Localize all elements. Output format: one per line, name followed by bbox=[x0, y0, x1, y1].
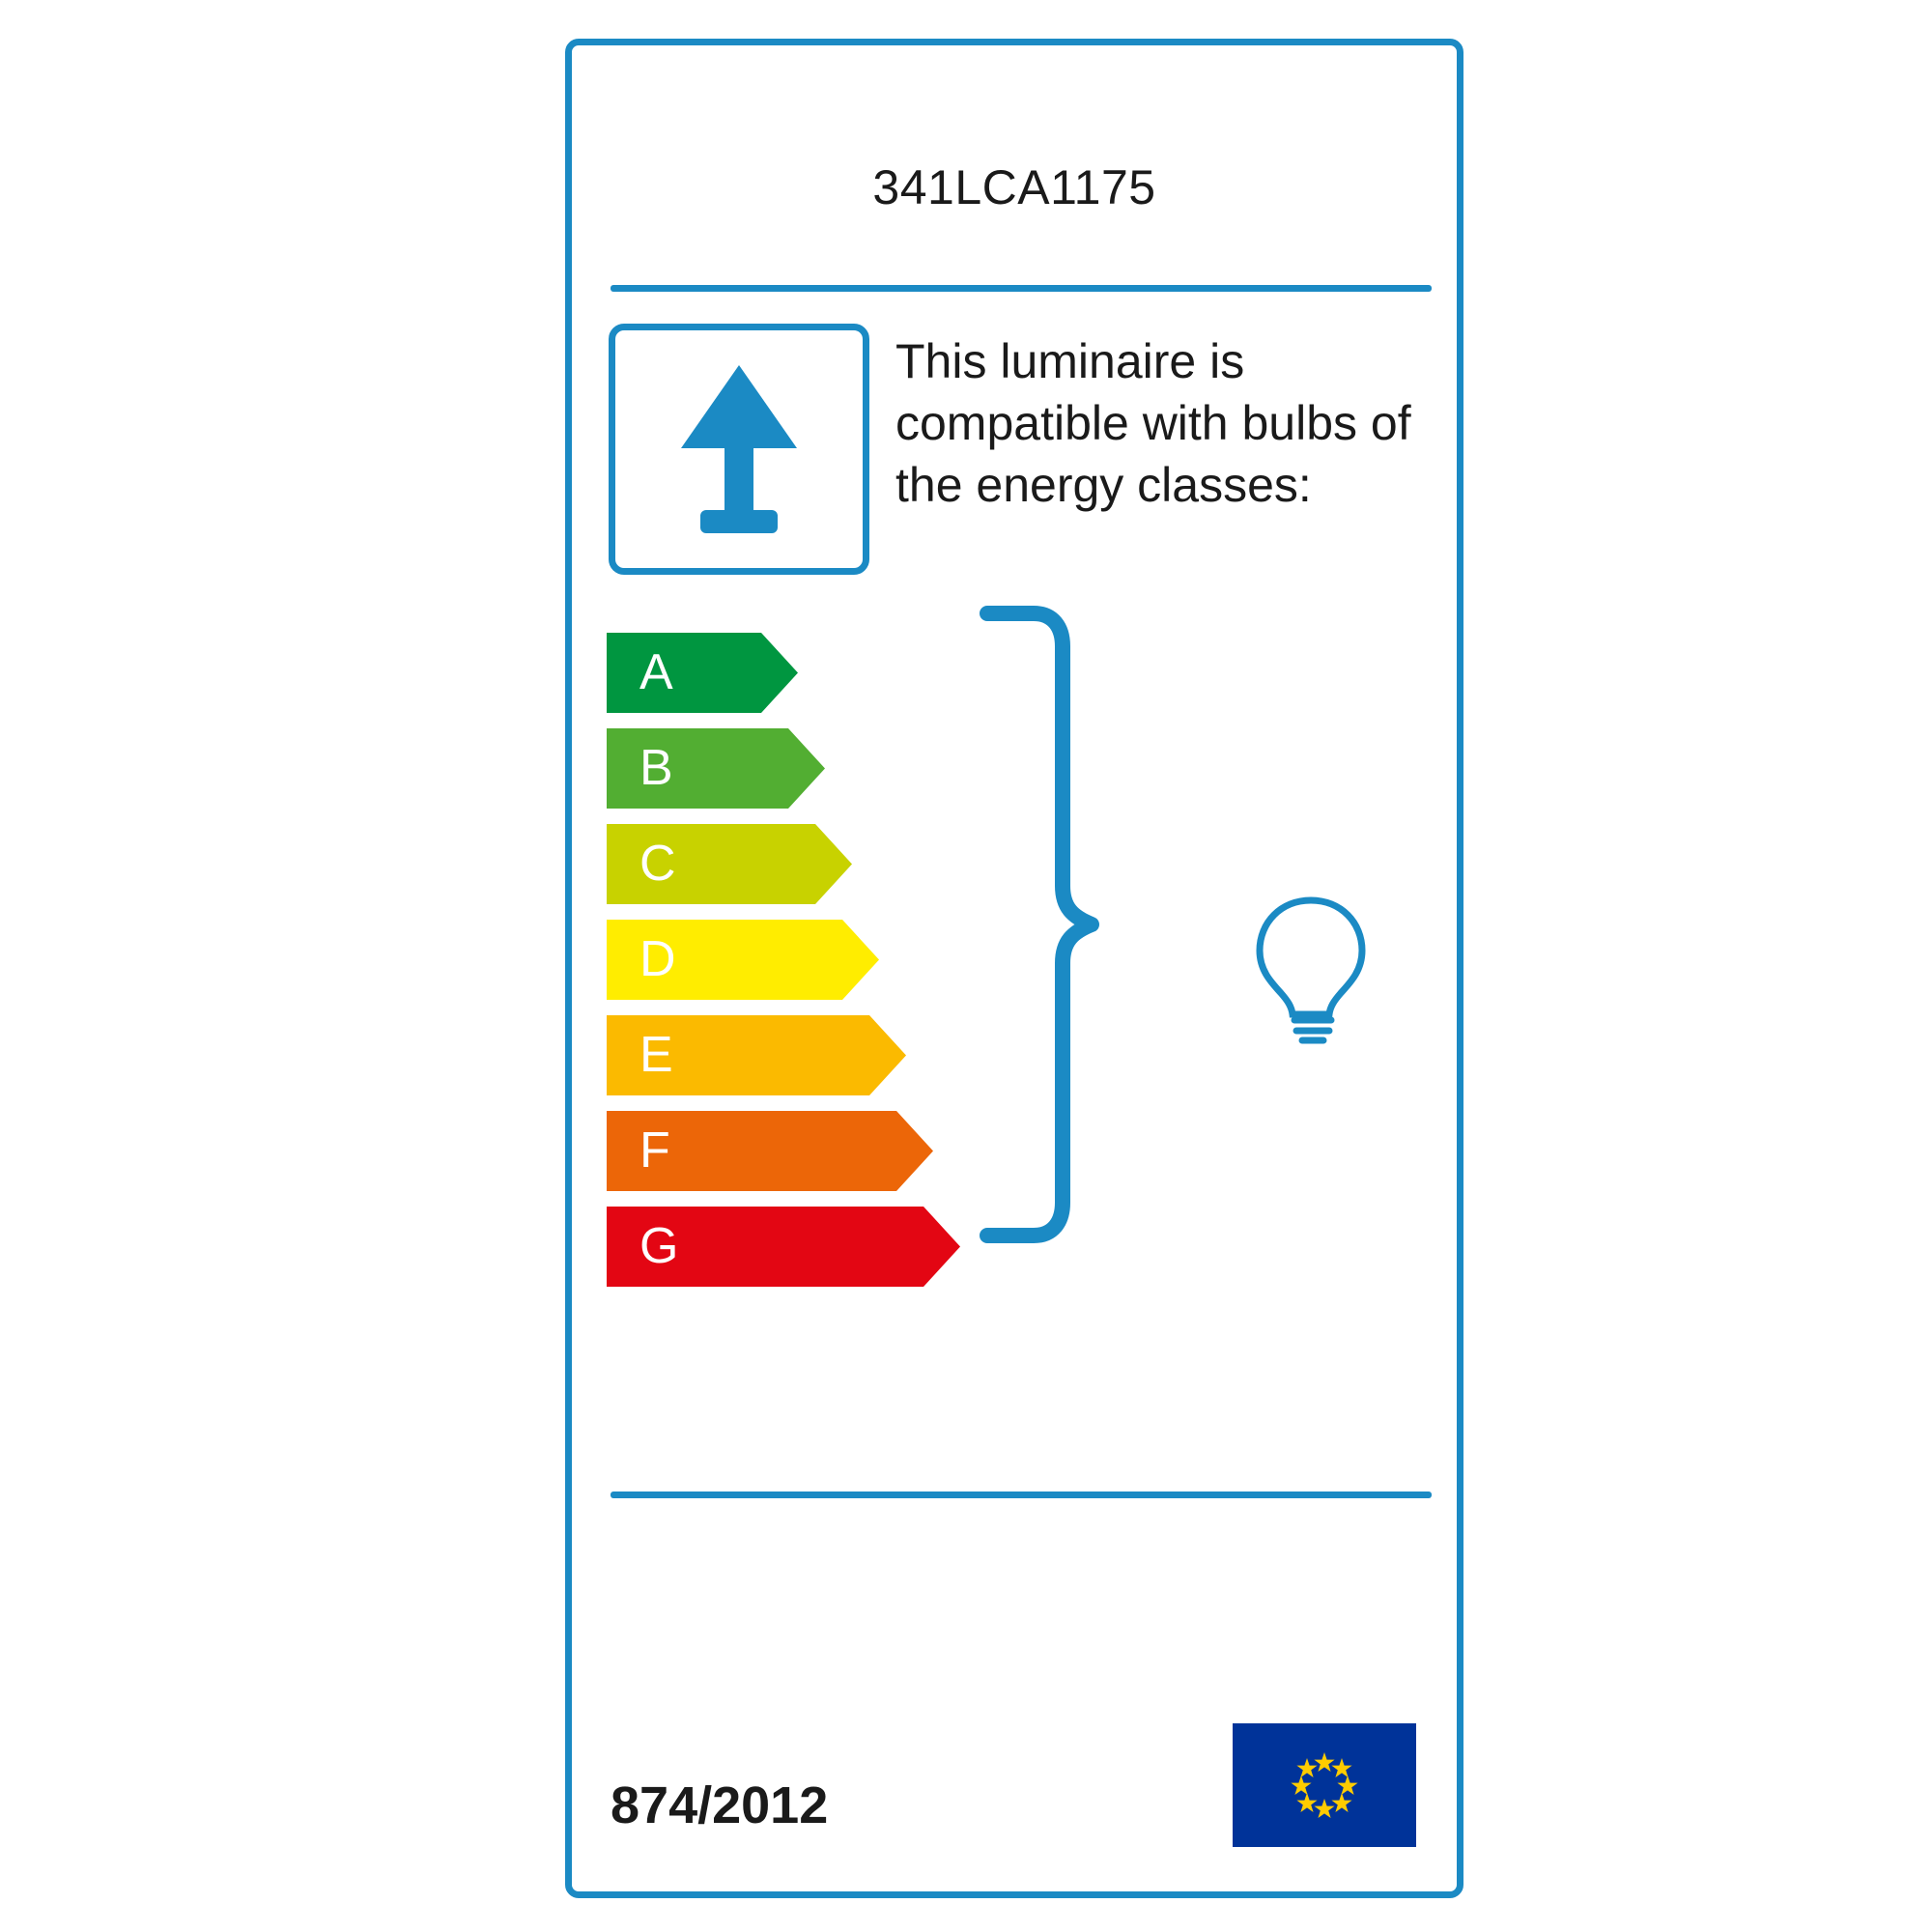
class-letter-a: A bbox=[639, 644, 673, 700]
energy-class-row-d bbox=[607, 920, 954, 1000]
compatibility-text: This luminaire is compatible with bulbs of the energy classes: bbox=[895, 334, 1411, 512]
divider-bottom bbox=[611, 1492, 1432, 1498]
curly-brace-icon bbox=[978, 606, 1103, 1248]
lamp-icon-box bbox=[609, 324, 869, 575]
class-letter-d: D bbox=[639, 931, 676, 987]
energy-class-row-c bbox=[607, 824, 954, 904]
class-letter-f: F bbox=[639, 1122, 670, 1179]
divider-top bbox=[611, 285, 1432, 292]
class-letter-b: B bbox=[639, 740, 673, 796]
class-letter-c: C bbox=[639, 836, 676, 892]
energy-class-row-g bbox=[607, 1207, 954, 1287]
eu-flag-icon bbox=[1233, 1723, 1416, 1847]
class-arrow-a bbox=[607, 633, 798, 713]
model-number: 341LCA1175 bbox=[872, 160, 1156, 214]
energy-class-row-a bbox=[607, 633, 954, 713]
energy-label-card bbox=[565, 39, 1463, 1898]
energy-class-list bbox=[607, 633, 954, 1302]
class-letter-g: G bbox=[639, 1218, 679, 1274]
energy-class-row-f bbox=[607, 1111, 954, 1191]
energy-class-row-b bbox=[607, 728, 954, 809]
table-lamp-icon bbox=[615, 330, 863, 568]
energy-class-row-e bbox=[607, 1015, 954, 1095]
regulation-number: 874/2012 bbox=[611, 1776, 829, 1834]
class-letter-e: E bbox=[639, 1027, 673, 1083]
light-bulb-icon bbox=[1238, 891, 1383, 1050]
